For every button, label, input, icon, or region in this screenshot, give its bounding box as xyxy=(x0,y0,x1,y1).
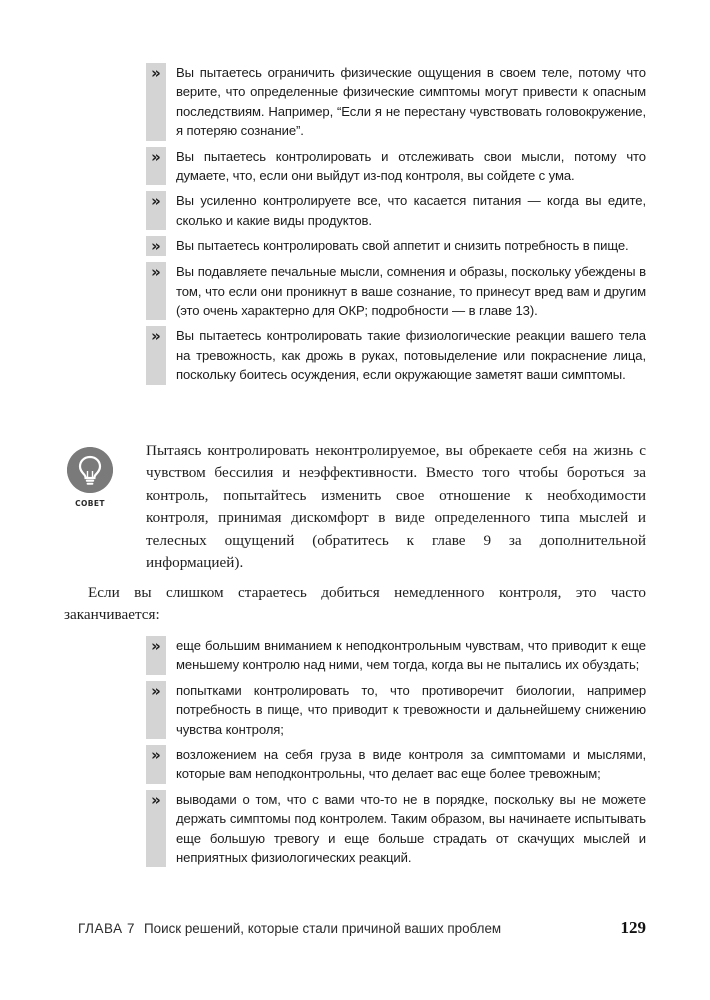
list-item xyxy=(146,236,646,256)
bullet-text: Вы подавляете печальные мысли, сомнения и образы, поскольку убеждены в том, что если они проникнут в ваше сознание, то принесут вред вам и другим (это очень характерно для ОКР; подробности — в главе 13). xyxy=(176,264,646,319)
list-item xyxy=(146,745,646,784)
bullet-marker-icon: » xyxy=(146,147,166,186)
chapter-title: Поиск решений, которые стали причиной ваших проблем xyxy=(144,921,502,936)
list-item xyxy=(146,63,646,141)
bullet-marker-icon: » xyxy=(146,262,166,320)
bullet-marker-icon: » xyxy=(146,790,166,868)
tip-badge xyxy=(67,447,113,508)
list-item xyxy=(146,191,646,230)
bullet-text: еще большим вниманием к неподконтрольным чувствам, что приводит к еще меньшему контролю над ними, чем тогда, когда вы не пытались их обуздать; xyxy=(176,638,646,673)
bullet-text: Вы пытаетесь контролировать свой аппетит и снизить потребность в пище. xyxy=(176,238,629,254)
page-number: 129 xyxy=(620,918,646,937)
tip-text: Пытаясь контролировать неконтролируемое, вы обрекаете себя на жизнь с чувством бессилия и неэффективности. Вместо того чтобы бороться за контроль, попытайтесь изменить свое отношение к необходимости контроля, принимая дискомфорт в виде определенного типа мыслей и телесных ощущений (обратитесь к главе 9 за дополнительной информацией). xyxy=(146,442,646,572)
bullet-list-top xyxy=(146,63,646,391)
list-item xyxy=(146,681,646,739)
tip-label: СОВЕТ xyxy=(75,499,105,508)
list-item xyxy=(146,636,646,675)
list-item xyxy=(146,147,646,186)
bullet-marker-icon: » xyxy=(146,236,166,256)
bullet-marker-icon: » xyxy=(146,326,166,384)
bullet-text: Вы пытаетесь ограничить физические ощущения в своем теле, потому что верите, что определенные физические симптомы могут привести к опасным последствиям. Например, “Если я не перестану чувствовать головокружение, я потеряю сознание”. xyxy=(176,65,646,139)
bullet-marker-icon: » xyxy=(146,636,166,675)
bullet-text: возложением на себя груза в виде контроля за симптомами и мыслями, которые вам неподконтрольны, что делает вас еще более тревожным; xyxy=(176,747,646,782)
bullet-text: Вы пытаетесь контролировать такие физиологические реакции вашего тела на тревожность, как дрожь в руках, потовыделение или покраснение лица, поскольку боитесь осуждения, если окружающие заметят ваши симптомы. xyxy=(176,328,646,383)
bullet-text: Вы пытаетесь контролировать и отслеживать свои мысли, потому что думаете, что, если они выйдут из-под контроля, вы сойдете с ума. xyxy=(176,148,646,184)
bullet-marker-icon: » xyxy=(146,745,166,784)
bullet-marker-icon: » xyxy=(146,63,166,141)
bullet-marker-icon: » xyxy=(146,681,166,739)
bullet-list-bottom xyxy=(146,636,646,873)
bullet-text: выводами о том, что с вами что-то не в порядке, поскольку вы не можете держать симптомы под контролем. Таким образом, вы начинаете испытывать еще большую тревогу и еще больше страдать от скачущих мыслей и неприятных физиологических реакций. xyxy=(176,791,646,866)
list-item xyxy=(146,790,646,868)
chapter-label: ГЛАВА 7 xyxy=(78,921,136,936)
lightbulb-icon xyxy=(67,447,113,493)
bullet-marker-icon: » xyxy=(146,191,166,230)
bullet-text: Вы усиленно контролируете все, что касается питания — когда вы едите, сколько и какие виды продуктов. xyxy=(176,193,646,228)
list-item xyxy=(146,262,646,320)
body-paragraph: Если вы слишком стараетесь добиться немедленного контроля, это часто заканчивается: xyxy=(64,584,646,624)
list-item xyxy=(146,326,646,384)
page-footer xyxy=(78,918,646,938)
bullet-text: попытками контролировать то, что противоречит биологии, например потребность в пище, что приводит к тревожности и дальнейшему снижению чувства контроля; xyxy=(176,682,646,737)
